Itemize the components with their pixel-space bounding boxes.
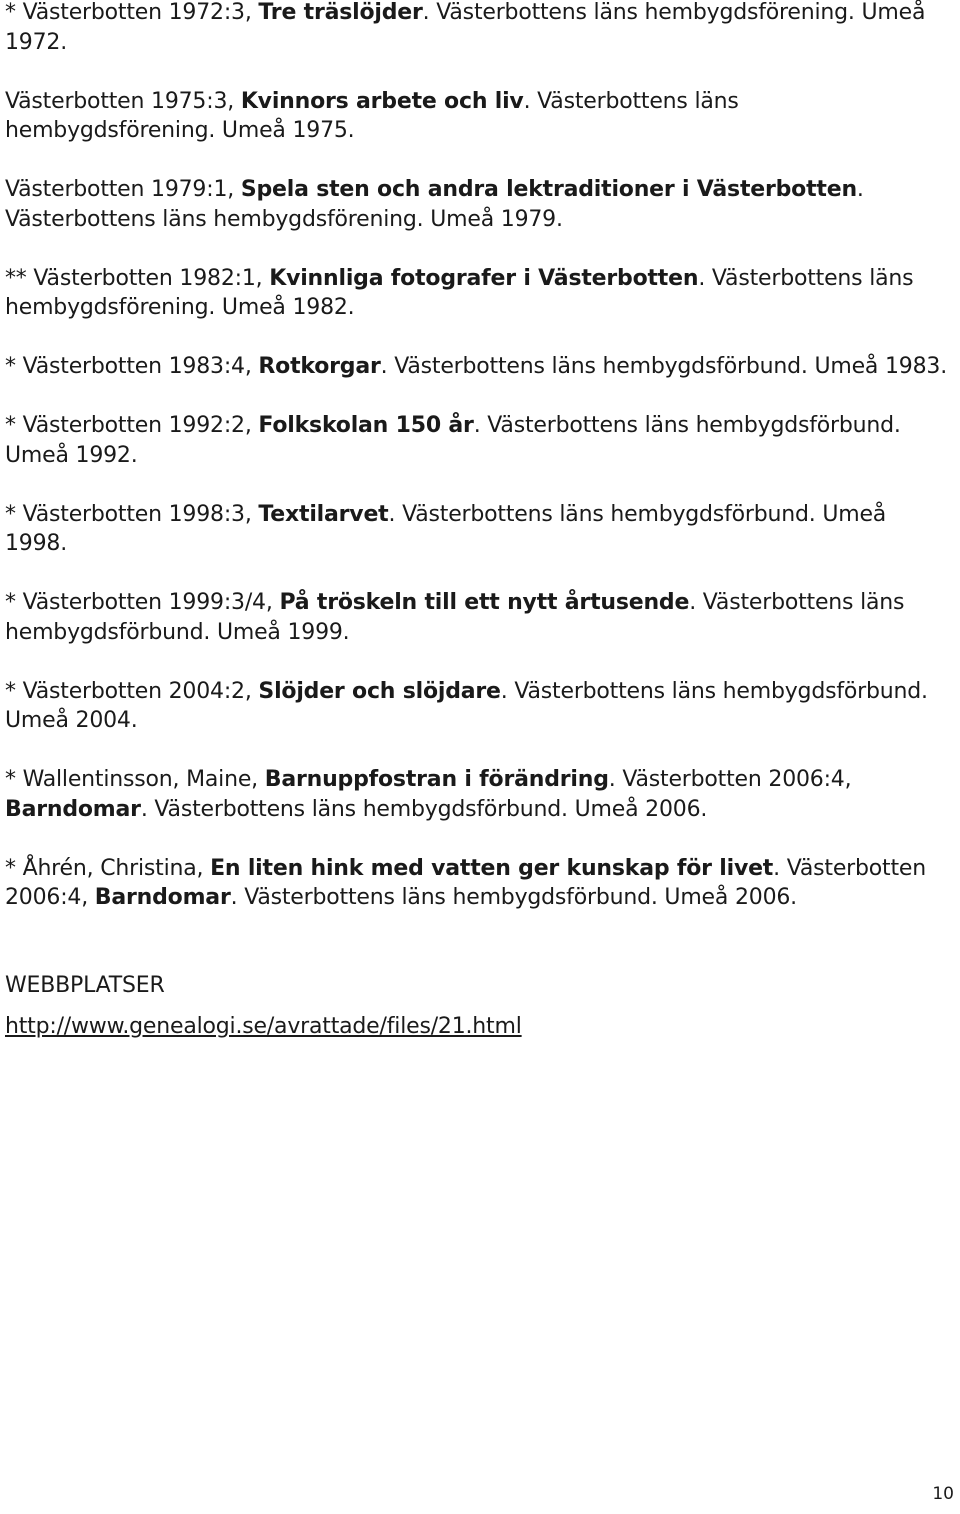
- reference-title: Barnuppfostran i förändring: [264, 767, 609, 792]
- reference-title: Folkskolan 150 år: [258, 413, 474, 438]
- reference-entry-1975: Västerbotten 1975:3, Kvinnors arbete och liv. Västerbottens läns hembygdsförening. Umeå 1975.: [5, 88, 739, 143]
- reference-subtitle: Barndomar: [94, 885, 231, 910]
- page-number: 10: [932, 1484, 954, 1504]
- reference-title: Textilarvet: [258, 501, 389, 527]
- reference-title: Slöjder och slöjdare: [258, 678, 501, 704]
- reference-entry-1979: Västerbotten 1979:1, Spela sten och andra lektraditioner i Västerbotten. Västerbottens läns hembygdsförening. Umeå 1979.: [5, 177, 864, 232]
- reference-title: En liten hink med vatten ger kunskap för livet: [210, 855, 774, 881]
- reference-title: Kvinnliga fotografer i Västerbotten: [269, 265, 699, 291]
- reference-title: Tre träslöjder: [258, 0, 423, 25]
- reference-entry-wallentinsson: * Wallentinsson, Maine, Barnuppfostran i förändring. Västerbotten 2006:4, Barndomar. Västerbottens läns hembygdsförbund. Umeå 2006.: [5, 767, 852, 822]
- websites-heading: WEBBPLATSER: [5, 972, 165, 998]
- reference-entry-1983: * Västerbotten 1983:4, Rotkorgar. Västerbottens läns hembygdsförbund. Umeå 1983.: [5, 354, 947, 379]
- reference-entry-1999: * Västerbotten 1999:3/4, På tröskeln till ett nytt årtusende. Västerbottens läns hembygdsförbund. Umeå 1999.: [5, 590, 905, 645]
- reference-entry-1972: * Västerbotten 1972:3, Tre träslöjder. Västerbottens läns hembygdsförening. Umeå 1972.: [5, 0, 926, 55]
- reference-title: På tröskeln till ett nytt årtusende: [279, 590, 690, 615]
- reference-subtitle: Barndomar: [5, 796, 141, 822]
- reference-entry-2004: * Västerbotten 2004:2, Slöjder och slöjdare. Västerbottens läns hembygdsförbund. Umeå 2004.: [5, 678, 928, 733]
- reference-entry-1998: * Västerbotten 1998:3, Textilarvet. Västerbottens läns hembygdsförbund. Umeå 1998.: [5, 501, 887, 556]
- reference-entry-1982: ** Västerbotten 1982:1, Kvinnliga fotografer i Västerbotten. Västerbottens läns hembygdsförening. Umeå 1982.: [5, 265, 914, 320]
- reference-title: Kvinnors arbete och liv: [240, 88, 524, 114]
- document-page: [5, 0, 953, 1042]
- reference-entry-1992: * Västerbotten 1992:2, Folkskolan 150 år. Västerbottens läns hembygdsförbund. Umeå 1992.: [5, 413, 901, 468]
- reference-title: Rotkorgar: [258, 354, 381, 379]
- reference-entry-ahren: * Åhrén, Christina, En liten hink med vatten ger kunskap för livet. Västerbotten 2006:4, Barndomar. Västerbottens läns hembygdsförbund. Umeå 2006.: [5, 855, 926, 910]
- website-link[interactable]: http://www.genealogi.se/avrattade/files/21.html: [5, 1014, 522, 1039]
- reference-title: Spela sten och andra lektraditioner i Västerbotten: [240, 177, 857, 202]
